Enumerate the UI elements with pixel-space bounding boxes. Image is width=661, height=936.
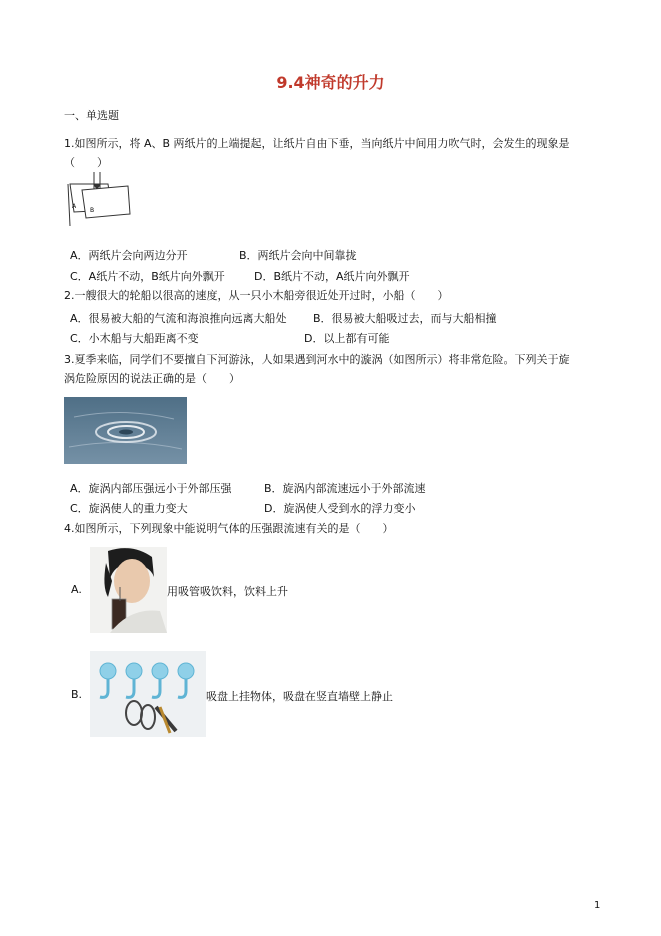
q2-stem: 2.一艘很大的轮船以很高的速度，从一只小木船旁很近处开过时，小船（ ） xyxy=(64,289,449,302)
page-title: 9.4神奇的升力 xyxy=(276,73,385,92)
q2-option-a[interactable]: A．很易被大船的气流和海浪推向远离大船处 xyxy=(70,312,287,325)
q3-stem-line2: 涡危险原因的说法正确的是（ ） xyxy=(64,372,240,385)
q4-option-a-text[interactable]: 用吸管吸饮料，饮料上升 xyxy=(167,585,288,598)
q4-option-a-letter[interactable]: A. xyxy=(71,583,82,596)
suction-cup-hooks-photo xyxy=(90,651,206,737)
q1-stem-line1: 1.如图所示，将 A、B 两纸片的上端提起，让纸片自由下垂，当向纸片中间用力吹气时，会发生的现象是 xyxy=(64,137,570,150)
paper-sheets-figure xyxy=(64,170,134,232)
q4-stem: 4.如图所示，下列现象中能说明气体的压强跟流速有关的是（ ） xyxy=(64,522,394,535)
q3-option-d[interactable]: D．旋涡使人受到水的浮力变小 xyxy=(264,502,416,515)
fig-label-b: B xyxy=(90,207,95,214)
q2-option-d[interactable]: D．以上都有可能 xyxy=(304,332,390,345)
q1-stem-line2: （ ） xyxy=(64,156,108,169)
q1-option-d[interactable]: D．B纸片不动，A纸片向外飘开 xyxy=(254,270,410,283)
q3-option-c[interactable]: C．旋涡使人的重力变大 xyxy=(70,502,188,515)
whirlpool-photo xyxy=(64,397,187,464)
q3-option-b[interactable]: B．旋涡内部流速远小于外部流速 xyxy=(264,482,426,495)
q1-option-b[interactable]: B．两纸片会向中间靠拢 xyxy=(239,249,357,262)
page-number: 1 xyxy=(594,900,601,911)
q1-option-a[interactable]: A．两纸片会向两边分开 xyxy=(70,249,188,262)
fig-label-a: A xyxy=(72,203,77,210)
q3-option-a[interactable]: A．旋涡内部压强远小于外部压强 xyxy=(70,482,232,495)
drinking-straw-photo xyxy=(90,547,167,633)
section-heading: 一、单选题 xyxy=(64,109,119,122)
q2-option-c[interactable]: C．小木船与大船距离不变 xyxy=(70,332,199,345)
q4-option-b-letter[interactable]: B. xyxy=(71,688,83,701)
q2-option-b[interactable]: B．很易被大船吸过去，而与大船相撞 xyxy=(313,312,497,325)
q4-option-b-text[interactable]: 吸盘上挂物体，吸盘在竖直墙壁上静止 xyxy=(206,690,393,703)
q3-stem-line1: 3.夏季来临，同学们不要擅自下河游泳，人如果遇到河水中的漩涡（如图所示）将非常危险。下列关于旋 xyxy=(64,353,570,366)
q1-option-c[interactable]: C．A纸片不动，B纸片向外飘开 xyxy=(70,270,225,283)
